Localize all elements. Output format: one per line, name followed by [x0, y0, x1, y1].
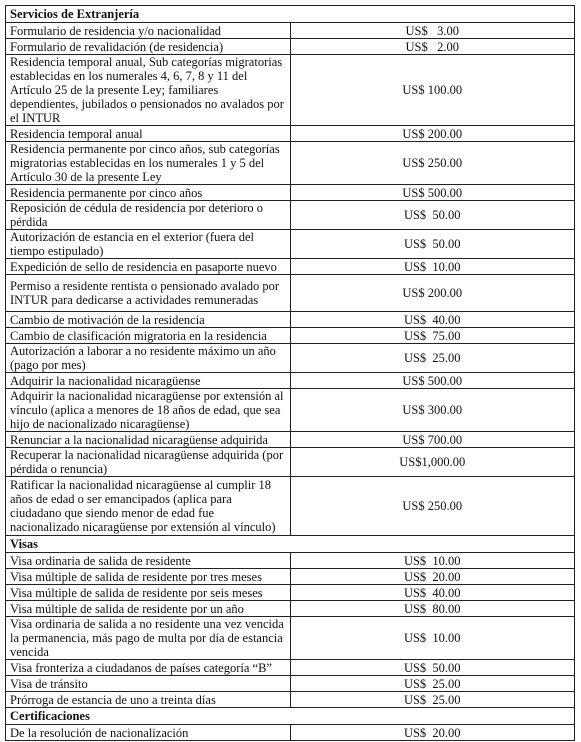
- fees-table: [5, 5, 575, 741]
- fee-description: Visa múltiple de salida de residente por seis meses: [6, 585, 291, 601]
- section-header-row: [6, 6, 575, 23]
- fee-row: [6, 126, 575, 142]
- fee-row: [6, 344, 575, 373]
- section-header-row: [6, 536, 575, 553]
- section-header-row: [6, 708, 575, 725]
- fee-row: [6, 328, 575, 344]
- fees-table-body: [6, 6, 575, 741]
- fee-price: US$ 700.00: [290, 432, 575, 448]
- fee-description: Residencia permanente por cinco años, sub categorías migratorias establecidas en los numerales 1 y 5 del Artículo 30 de la presente Ley: [6, 142, 291, 185]
- fee-description: Residencia permanente por cinco años: [6, 185, 291, 201]
- fee-description: Cambio de clasificación migratoria en la residencia: [6, 328, 291, 344]
- fee-price: US$ 200.00: [290, 126, 575, 142]
- fee-description: Visa múltiple de salida de residente por un año: [6, 601, 291, 617]
- fee-description: Formulario de revalidación (de residencia): [6, 39, 291, 55]
- fee-row: [6, 617, 575, 660]
- fee-description: Visa múltiple de salida de residente por tres meses: [6, 569, 291, 585]
- fee-row: [6, 676, 575, 692]
- fee-description: Reposición de cédula de residencia por deterioro o pérdida: [6, 201, 291, 230]
- section-title: Visas: [6, 536, 575, 553]
- fee-description: Renunciar a la nacionalidad nicaragüense adquirida: [6, 432, 291, 448]
- fee-row: [6, 275, 575, 312]
- fee-price: US$ 500.00: [290, 373, 575, 389]
- fee-price: US$ 20.00: [290, 569, 575, 585]
- fee-price: US$ 250.00: [290, 477, 575, 536]
- fee-description: Ratificar la nacionalidad nicaragüense al cumplir 18 años de edad o ser emancipados (aplica para ciudadano que siendo menor de edad fue nacionalizado nicaragüense por extensión al vínculo): [6, 477, 291, 536]
- fee-row: [6, 23, 575, 39]
- fee-price: US$ 200.00: [290, 275, 575, 312]
- fee-description: Residencia temporal anual, Sub categorías migratorias establecidas en los numerales 4, 6, 7, 8 y 11 del Artículo 25 de la presente Ley; familiares dependientes, jubilados o pensionados no avalados por el INTUR: [6, 55, 291, 126]
- fee-row: [6, 448, 575, 477]
- fee-row: [6, 259, 575, 275]
- fee-row: [6, 185, 575, 201]
- fee-price: US$ 100.00: [290, 55, 575, 126]
- fee-row: [6, 55, 575, 126]
- fee-row: [6, 553, 575, 569]
- fee-description: Cambio de motivación de la residencia: [6, 312, 291, 328]
- fee-row: [6, 142, 575, 185]
- fee-description: Permiso a residente rentista o pensionado avalado por INTUR para dedicarse a actividades remuneradas: [6, 275, 291, 312]
- fee-row: [6, 230, 575, 259]
- fee-description: Prórroga de estancia de uno a treinta días: [6, 692, 291, 708]
- fee-row: [6, 660, 575, 676]
- fee-row: [6, 373, 575, 389]
- fee-price: US$ 2.00: [290, 39, 575, 55]
- fee-description: Visa ordinaria de salida a no residente una vez vencida la permanencia, más pago de multa por día de estancia vencida: [6, 617, 291, 660]
- fee-price: US$1,000.00: [290, 448, 575, 477]
- fee-price: US$ 10.00: [290, 553, 575, 569]
- fee-price: US$ 25.00: [290, 692, 575, 708]
- fee-description: Visa de tránsito: [6, 676, 291, 692]
- fee-price: US$ 500.00: [290, 185, 575, 201]
- fee-row: [6, 432, 575, 448]
- fee-description: Autorización a laborar a no residente máximo un año (pago por mes): [6, 344, 291, 373]
- fee-price: US$ 3.00: [290, 23, 575, 39]
- fee-price: US$ 250.00: [290, 142, 575, 185]
- fee-row: [6, 725, 575, 741]
- fee-description: Formulario de residencia y/o nacionalidad: [6, 23, 291, 39]
- fee-row: [6, 39, 575, 55]
- fee-row: [6, 569, 575, 585]
- fee-price: US$ 40.00: [290, 585, 575, 601]
- fee-price: US$ 300.00: [290, 389, 575, 432]
- fee-description: Residencia temporal anual: [6, 126, 291, 142]
- fee-price: US$ 10.00: [290, 259, 575, 275]
- fee-description: De la resolución de nacionalización: [6, 725, 291, 741]
- fee-description: Visa ordinaria de salida de residente: [6, 553, 291, 569]
- fee-price: US$ 80.00: [290, 601, 575, 617]
- section-title: Servicios de Extranjería: [6, 6, 575, 23]
- fee-price: US$ 40.00: [290, 312, 575, 328]
- fee-row: [6, 692, 575, 708]
- fee-row: [6, 585, 575, 601]
- fee-description: Expedición de sello de residencia en pasaporte nuevo: [6, 259, 291, 275]
- fee-row: [6, 312, 575, 328]
- fee-description: Recuperar la nacionalidad nicaragüense adquirida (por pérdida o renuncia): [6, 448, 291, 477]
- section-title: Certificaciones: [6, 708, 575, 725]
- fee-row: [6, 601, 575, 617]
- fee-price: US$ 10.00: [290, 617, 575, 660]
- fee-description: Visa fronteriza a ciudadanos de países categoría “B”: [6, 660, 291, 676]
- fee-price: US$ 25.00: [290, 676, 575, 692]
- fee-description: Adquirir la nacionalidad nicaragüense: [6, 373, 291, 389]
- fee-price: US$ 50.00: [290, 201, 575, 230]
- fee-description: Adquirir la nacionalidad nicaragüense por extensión al vínculo (aplica a menores de 18 años de edad, que sea hijo de nacionalizado nicaragüense): [6, 389, 291, 432]
- fee-row: [6, 201, 575, 230]
- fee-price: US$ 25.00: [290, 344, 575, 373]
- fee-row: [6, 389, 575, 432]
- fee-price: US$ 50.00: [290, 660, 575, 676]
- fee-description: Autorización de estancia en el exterior (fuera del tiempo estipulado): [6, 230, 291, 259]
- fee-price: US$ 50.00: [290, 230, 575, 259]
- fee-price: US$ 20.00: [290, 725, 575, 741]
- fee-row: [6, 477, 575, 536]
- fee-price: US$ 75.00: [290, 328, 575, 344]
